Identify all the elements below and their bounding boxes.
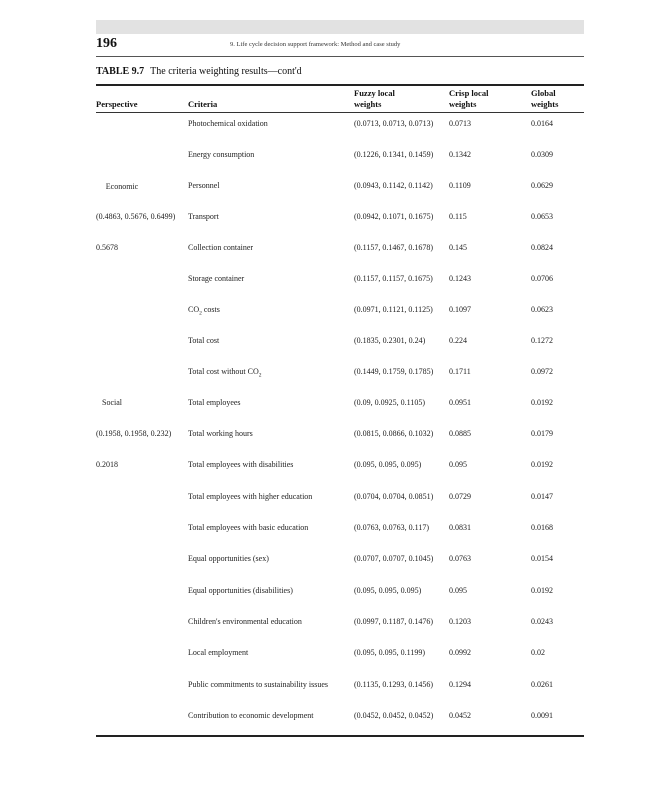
col-header-global: [531, 88, 558, 110]
fuzzy-weight-cell: (0.0971, 0.1121, 0.1125): [354, 305, 433, 314]
perspective-social: Social: [102, 398, 122, 407]
global-weight-cell: 0.0154: [531, 554, 553, 563]
criteria-cell: Total employees with higher education: [188, 492, 313, 501]
fuzzy-weight-cell: (0.095, 0.095, 0.1199): [354, 648, 426, 657]
crisp-weight-cell: 0.0729: [449, 492, 471, 501]
col-header-fuzzy-line2: weights: [354, 99, 382, 109]
global-weight-cell: 0.0164: [531, 119, 553, 128]
global-weight-cell: 0.1272: [531, 336, 553, 345]
col-header-fuzzy: [354, 88, 395, 110]
crisp-weight-cell: 0.0713: [449, 119, 471, 128]
crisp-weight-cell: 0.0763: [449, 554, 471, 563]
criteria-cell: Personnel: [188, 181, 220, 190]
perspective-social-crisp: 0.2018: [96, 460, 118, 469]
global-weight-cell: 0.0168: [531, 523, 553, 532]
col-header-global-line1: Global: [531, 88, 556, 98]
crisp-weight-cell: 0.1203: [449, 617, 471, 626]
global-weight-cell: 0.0653: [531, 212, 553, 221]
fuzzy-weight-cell: (0.095, 0.095, 0.095): [354, 460, 422, 469]
col-header-fuzzy-line1: Fuzzy local: [354, 88, 395, 98]
crisp-weight-cell: 0.0951: [449, 398, 471, 407]
crisp-weight-cell: 0.1342: [449, 150, 471, 159]
criteria-cell: Storage container: [188, 274, 245, 283]
crisp-weight-cell: 0.1097: [449, 305, 471, 314]
fuzzy-weight-cell: (0.0452, 0.0452, 0.0452): [354, 711, 434, 720]
criteria-cell: Energy consumption: [188, 150, 255, 159]
global-weight-cell: 0.0192: [531, 460, 553, 469]
col-header-crisp: [449, 88, 488, 110]
crisp-weight-cell: 0.224: [449, 336, 467, 345]
fuzzy-weight-cell: (0.0704, 0.0704, 0.0851): [354, 492, 434, 501]
criteria-cell: Total cost without $CO_2$: [188, 367, 262, 379]
crisp-weight-cell: 0.0452: [449, 711, 471, 720]
crisp-weight-cell: 0.0885: [449, 429, 471, 438]
col-header-perspective: Perspective: [96, 99, 138, 109]
criteria-cell: Photochemical oxidation: [188, 119, 268, 128]
global-weight-cell: 0.0091: [531, 711, 553, 720]
global-weight-cell: 0.0824: [531, 243, 553, 252]
criteria-cell: Total employees: [188, 398, 241, 407]
fuzzy-weight-cell: (0.1135, 0.1293, 0.1456): [354, 680, 434, 689]
fuzzy-weight-cell: (0.1226, 0.1341, 0.1459): [354, 150, 434, 159]
page-number: 196: [96, 36, 117, 51]
criteria-cell: Total employees with basic education: [188, 523, 309, 532]
fuzzy-weight-cell: (0.1449, 0.1759, 0.1785): [354, 367, 434, 376]
fuzzy-weight-cell: (0.0815, 0.0866, 0.1032): [354, 429, 434, 438]
fuzzy-weight-cell: (0.0763, 0.0763, 0.117): [354, 523, 430, 532]
crisp-weight-cell: 0.1294: [449, 680, 471, 689]
fuzzy-weight-cell: (0.0943, 0.1142, 0.1142): [354, 181, 433, 190]
top-shade-bar: [96, 20, 584, 34]
fuzzy-weight-cell: (0.0942, 0.1071, 0.1675): [354, 212, 434, 221]
fuzzy-weight-cell: (0.0707, 0.0707, 0.1045): [354, 554, 434, 563]
perspective-social-fuzzy: (0.1958, 0.1958, 0.232): [96, 429, 172, 438]
global-weight-cell: 0.0179: [531, 429, 553, 438]
criteria-cell: Total working hours: [188, 429, 253, 438]
global-weight-cell: 0.0972: [531, 367, 553, 376]
crisp-weight-cell: 0.1243: [449, 274, 471, 283]
col-header-criteria: Criteria: [188, 99, 218, 109]
col-header-crisp-line1: Crisp local: [449, 88, 489, 98]
perspective-economic: Economic: [105, 182, 139, 191]
running-head: 9. Life cycle decision support framework: Method and case study: [230, 41, 401, 48]
global-weight-cell: 0.0629: [531, 181, 553, 190]
perspective-economic-crisp: 0.5678: [96, 243, 118, 252]
fuzzy-weight-cell: (0.09, 0.0925, 0.1105): [354, 398, 426, 407]
fuzzy-weight-cell: (0.0997, 0.1187, 0.1476): [354, 617, 434, 626]
col-header-global-line2: weights: [531, 99, 559, 109]
crisp-weight-cell: 0.0831: [449, 523, 471, 532]
global-weight-cell: 0.0192: [531, 586, 553, 595]
global-weight-cell: 0.0147: [531, 492, 553, 501]
crisp-weight-cell: 0.095: [449, 586, 467, 595]
col-header-crisp-line2: weights: [449, 99, 477, 109]
criteria-cell: Total cost: [188, 336, 220, 345]
crisp-weight-cell: 0.0992: [449, 648, 471, 657]
criteria-cell: $CO_2$ costs: [188, 305, 220, 317]
table-bottom-rule: [96, 735, 584, 737]
fuzzy-weight-cell: (0.0713, 0.0713, 0.0713): [354, 119, 434, 128]
global-weight-cell: 0.0261: [531, 680, 553, 689]
criteria-cell: Local employment: [188, 648, 249, 657]
perspective-economic-fuzzy: (0.4863, 0.5676, 0.6499): [96, 212, 176, 221]
criteria-cell: Total employees with disabilities: [188, 460, 294, 469]
table-title: The criteria weighting results—cont'd: [150, 66, 302, 77]
global-weight-cell: 0.0623: [531, 305, 553, 314]
criteria-cell: Equal opportunities (disabilities): [188, 586, 293, 595]
global-weight-cell: 0.0243: [531, 617, 553, 626]
crisp-weight-cell: 0.1109: [449, 181, 471, 190]
table-top-rule: [96, 84, 584, 86]
fuzzy-weight-cell: (0.095, 0.095, 0.095): [354, 586, 422, 595]
table-number: TABLE 9.7: [96, 66, 145, 77]
criteria-cell: Contribution to economic development: [188, 711, 314, 720]
criteria-cell: Transport: [188, 212, 219, 221]
crisp-weight-cell: 0.095: [449, 460, 467, 469]
crisp-weight-cell: 0.1711: [449, 367, 471, 376]
global-weight-cell: 0.0192: [531, 398, 553, 407]
criteria-cell: Public commitments to sustainability issues: [188, 680, 328, 689]
header-rule: [96, 56, 584, 57]
crisp-weight-cell: 0.115: [449, 212, 467, 221]
table-caption: [96, 66, 302, 77]
table-header-rule: [96, 112, 584, 113]
criteria-cell: Children's environmental education: [188, 617, 302, 626]
global-weight-cell: 0.02: [531, 648, 545, 657]
fuzzy-weight-cell: (0.1157, 0.1157, 0.1675): [354, 274, 433, 283]
global-weight-cell: 0.0309: [531, 150, 553, 159]
fuzzy-weight-cell: (0.1835, 0.2301, 0.24): [354, 336, 426, 345]
global-weight-cell: 0.0706: [531, 274, 553, 283]
crisp-weight-cell: 0.145: [449, 243, 467, 252]
criteria-cell: Collection container: [188, 243, 254, 252]
criteria-cell: Equal opportunities (sex): [188, 554, 269, 563]
fuzzy-weight-cell: (0.1157, 0.1467, 0.1678): [354, 243, 434, 252]
